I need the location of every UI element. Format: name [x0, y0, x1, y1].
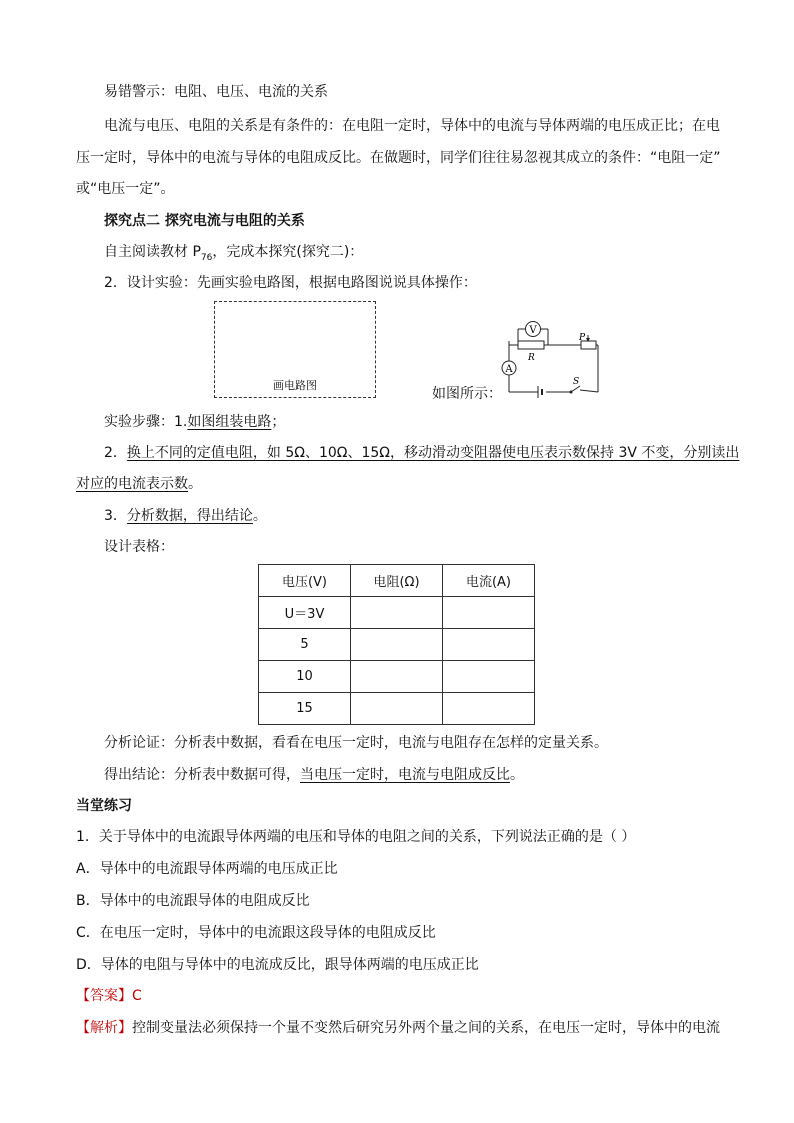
header-voltage: 电压(V)	[259, 565, 351, 597]
analysis-text: 分析论证：分析表中数据，看看在电压一定时，电流与电阻存在怎样的定量关系。	[104, 735, 608, 751]
table-cell	[351, 693, 443, 725]
table-cell	[351, 597, 443, 629]
answer-value: C	[132, 988, 142, 1004]
table-cell: 10	[259, 661, 351, 693]
conclusion-text: 得出结论：分析表中数据可得，当电压一定时，电流与电阻成反比。	[104, 767, 524, 783]
option-c: C．在电压一定时，导体中的电流跟这段导体的电阻成反比	[76, 925, 436, 941]
draw-circuit-box	[214, 301, 376, 398]
warning-paragraph-line-1: 电流与电压、电阻的关系是有条件的：在电阻一定时，导体中的电流与导体两端的电压成正比；在电	[104, 118, 720, 134]
table-cell	[443, 597, 535, 629]
table-label: 设计表格：	[104, 539, 174, 555]
warning-paragraph-line-2: 压一定时，导体中的电流与导体的电阻成反比。在做题时，同学们往往易忽视其成立的条件：“电阻一定”	[76, 150, 721, 166]
table-cell: U＝3V	[259, 597, 351, 629]
option-a: A．导体中的电流跟导体两端的电压成正比	[76, 861, 338, 877]
circuit-diagram	[488, 318, 600, 398]
battery-symbol	[538, 386, 542, 398]
voltmeter-symbol	[526, 322, 541, 337]
table-cell	[443, 629, 535, 661]
practice-heading: 当堂练习	[76, 798, 132, 814]
table-row	[259, 629, 535, 661]
experiment-step-2: 2．换上不同的定值电阻，如 5Ω、10Ω、15Ω，移动滑动变阻器使电压表示数保持 3V 不变，分别读出	[104, 445, 740, 461]
table-cell	[351, 629, 443, 661]
table-cell	[443, 661, 535, 693]
warning-paragraph-line-3: 或“电压一定”。	[76, 181, 175, 197]
answer-line	[76, 986, 142, 1006]
resistor-label: R	[528, 353, 535, 363]
table-row	[259, 661, 535, 693]
voltmeter-label: V	[529, 325, 537, 336]
analysis-tag: 【解析】	[76, 1020, 132, 1036]
table-header-row	[259, 565, 535, 597]
header-resistance: 电阻(Ω)	[351, 565, 443, 597]
figure-label: 如图所示：	[432, 386, 502, 402]
table-row	[259, 693, 535, 725]
resistor-symbol	[518, 341, 544, 363]
data-table	[258, 564, 535, 725]
header-current: 电流(A)	[443, 565, 535, 597]
experiment-step-2-cont: 对应的电流表示数。	[76, 476, 202, 492]
table-cell: 15	[259, 693, 351, 725]
warning-title: 易错警示：电阻、电压、电流的关系	[104, 84, 328, 100]
section-heading: 探究点二 探究电流与电阻的关系	[104, 213, 305, 229]
switch-symbol	[570, 377, 581, 394]
rheostat-label: P	[579, 333, 586, 343]
rheostat-symbol	[578, 333, 596, 349]
table-row	[259, 597, 535, 629]
question-1: 1．关于导体中的电流跟导体两端的电压和导体的电阻之间的关系，下列说法正确的是（ ）	[76, 829, 636, 845]
ammeter-symbol	[502, 361, 516, 375]
experiment-step-3: 3．分析数据，得出结论。	[104, 508, 267, 524]
switch-label: S	[573, 377, 580, 387]
reading-instruction: 自主阅读教材 $P_{76}$，完成本探究(探究二)：	[104, 244, 364, 263]
design-experiment: 2．设计实验：先画实验电路图，根据电路图说说具体操作：	[104, 275, 477, 291]
table-cell	[351, 661, 443, 693]
option-b: B．导体中的电流跟导体的电阻成反比	[76, 893, 310, 909]
ammeter-label: A	[505, 364, 513, 375]
analysis-line: 【解析】控制变量法必须保持一个量不变然后研究另外两个量之间的关系，在电压一定时，导体中的电流	[76, 1020, 720, 1036]
table-cell	[443, 693, 535, 725]
draw-circuit-caption: 画电路图	[273, 379, 317, 392]
experiment-step-1: 实验步骤：1.如图组装电路；	[104, 414, 286, 430]
option-d: D．导体的电阻与导体中的电流成反比，跟导体两端的电压成正比	[76, 957, 479, 973]
answer-tag: 【答案】	[76, 988, 132, 1004]
table-cell: 5	[259, 629, 351, 661]
